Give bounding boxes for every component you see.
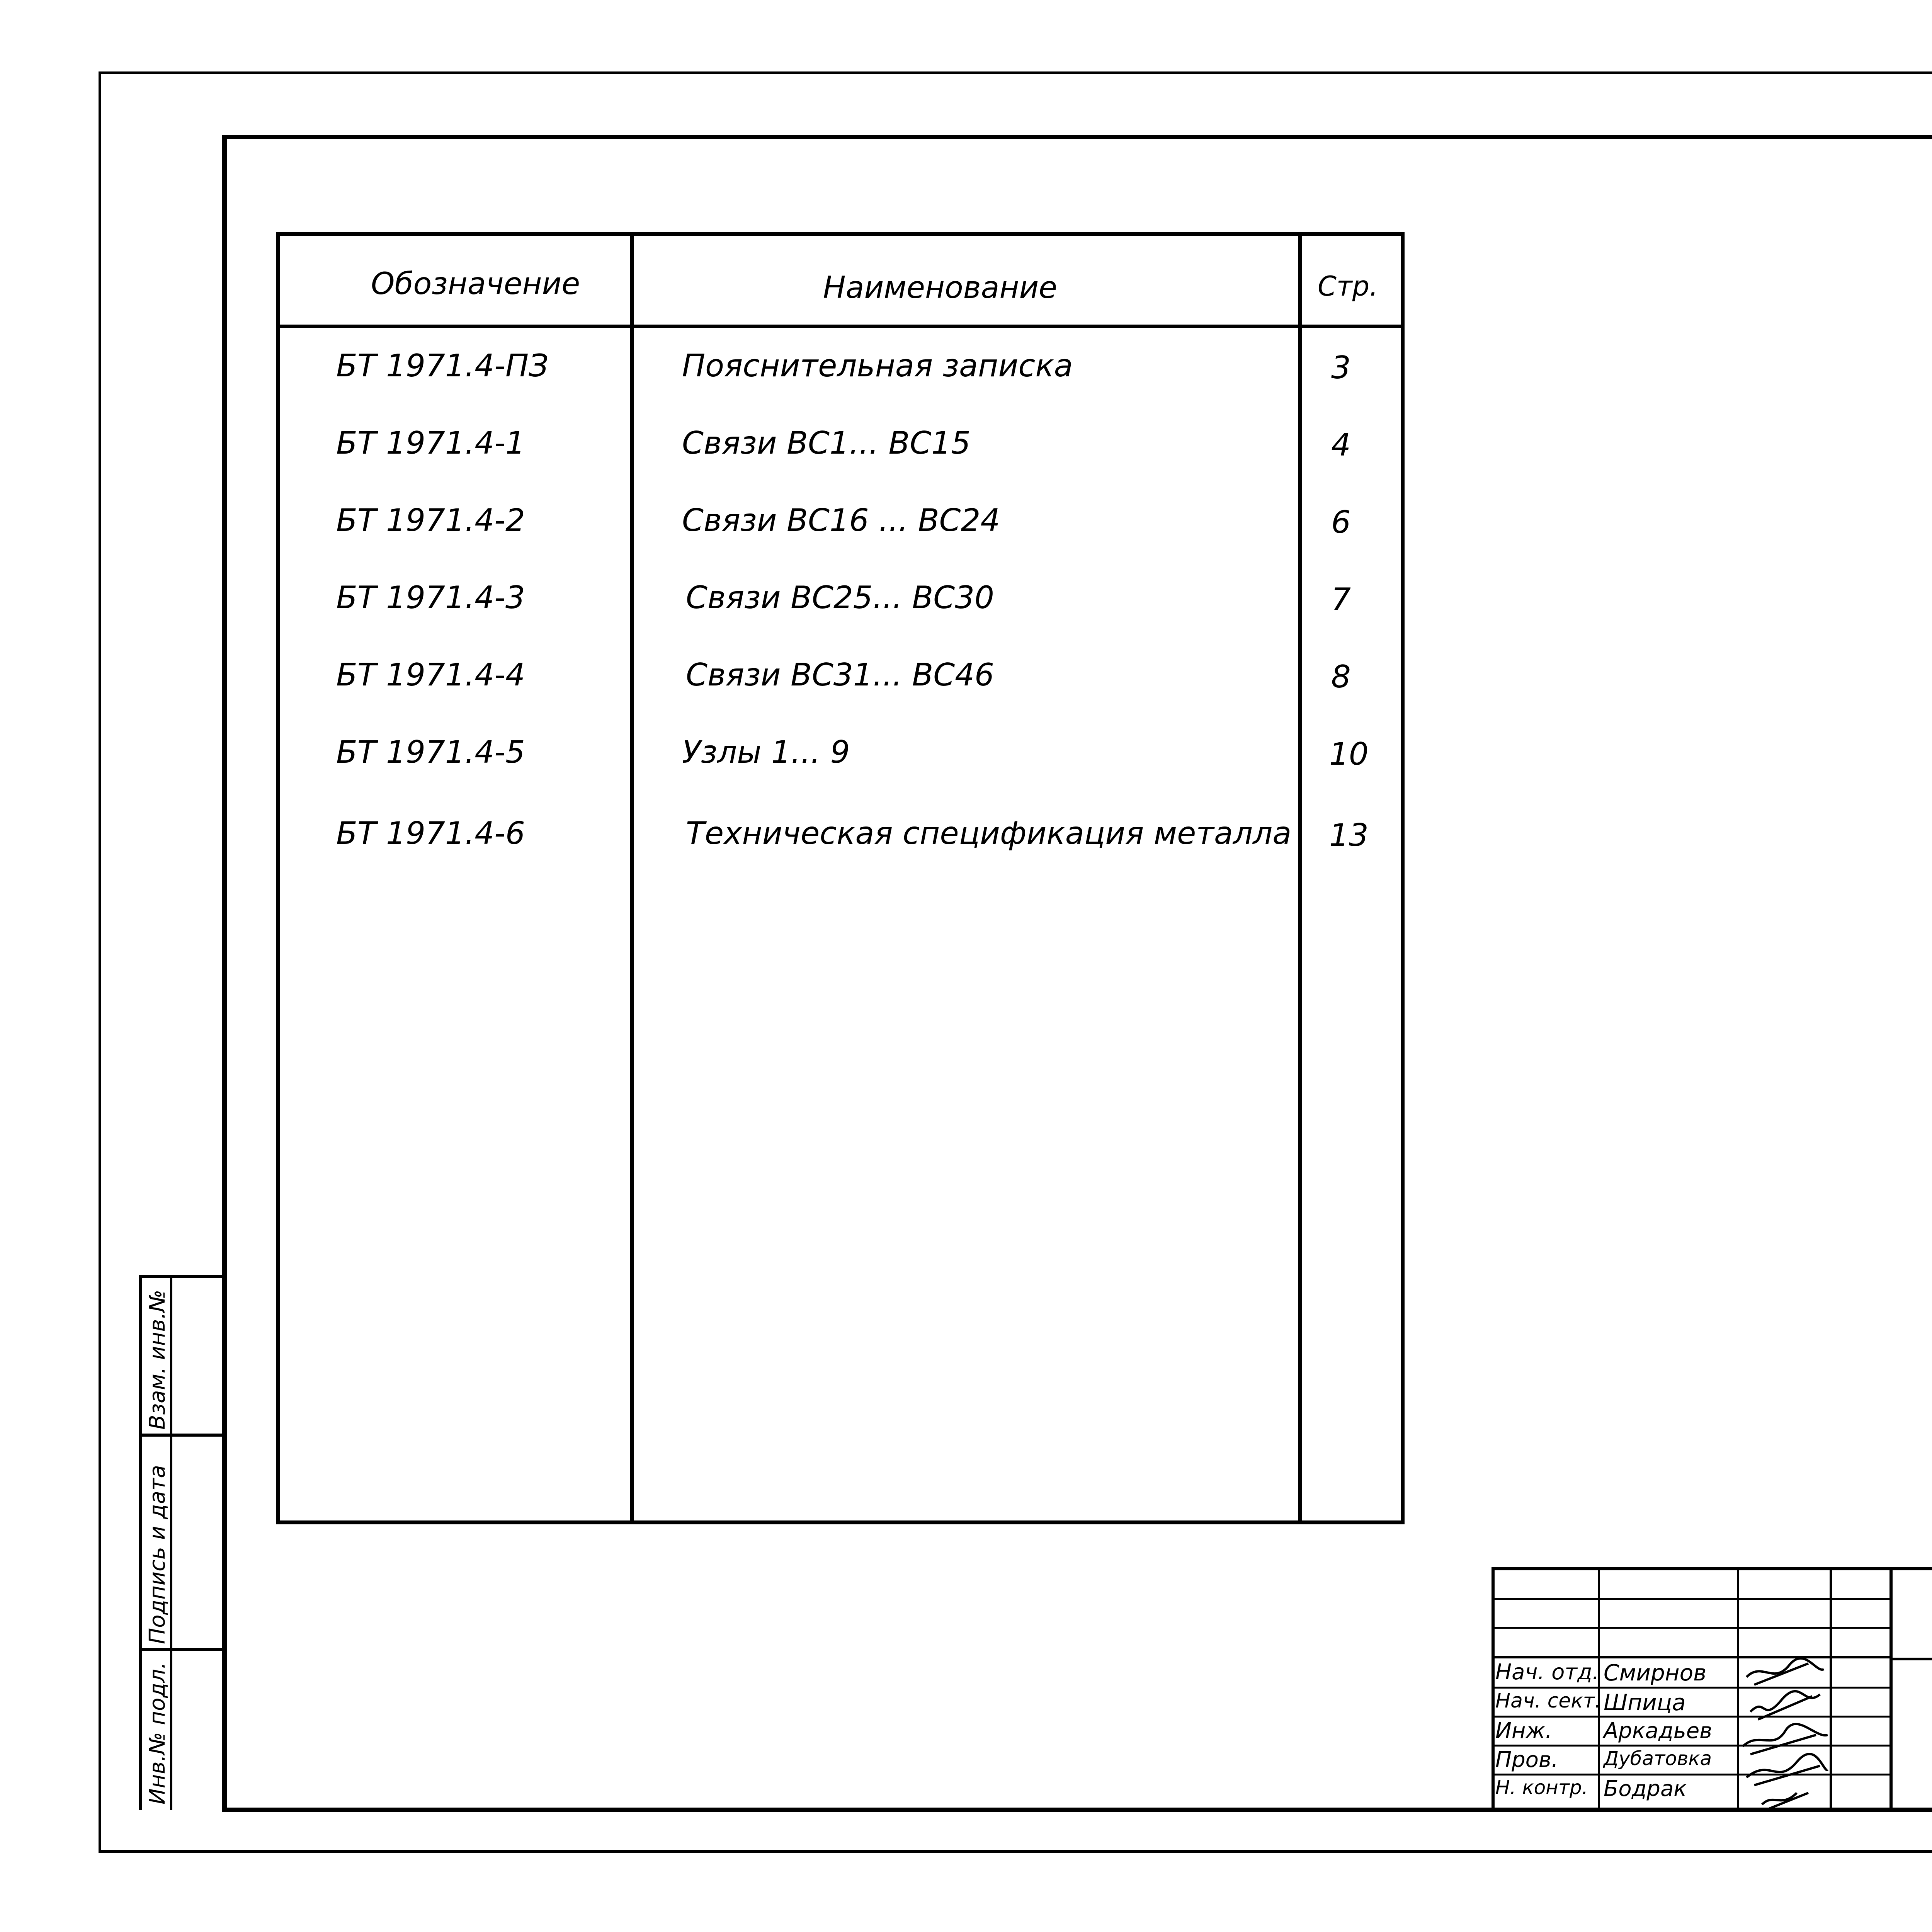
row-page: 3 (1331, 350, 1351, 386)
tb-row-line (1492, 1627, 1891, 1629)
side-stamp-top (139, 1275, 224, 1278)
table-header-divider (276, 325, 1405, 328)
header-name: Наименование (823, 270, 1058, 305)
row-name: Техническая спецификация металла (686, 815, 1292, 851)
row-page: 6 (1331, 504, 1351, 540)
row-designation: БТ 1971.4-4 (336, 657, 525, 693)
row-name: Связи ВС1... ВС15 (682, 425, 971, 461)
column-divider-2 (1298, 232, 1302, 1524)
row-name: Связи ВС25... ВС30 (686, 580, 994, 616)
row-designation: БТ 1971.4-5 (336, 734, 525, 770)
side-stamp-divider-1 (139, 1434, 224, 1437)
side-stamp-column (170, 1275, 172, 1810)
tb-row-line (1492, 1598, 1891, 1600)
role-name: Смирнов (1604, 1660, 1707, 1686)
row-name: Связи ВС16 ... ВС24 (682, 502, 1000, 538)
role-label: Инж. (1495, 1718, 1552, 1743)
role-name: Бодрак (1604, 1776, 1687, 1801)
row-page: 13 (1329, 817, 1369, 853)
row-page: 7 (1331, 582, 1351, 617)
row-name: Пояснительная записка (682, 348, 1073, 384)
side-stamp-podpis-data: Подпись и дата (145, 1465, 170, 1644)
role-label: Пров. (1495, 1747, 1558, 1772)
role-name: Шпица (1604, 1689, 1686, 1716)
tb-title-divider (1889, 1658, 1932, 1660)
row-designation: БТ 1971.4-ПЗ (336, 348, 549, 384)
header-designation: Обозначение (371, 267, 580, 301)
row-designation: БТ 1971.4-1 (336, 425, 525, 461)
role-label: Н. контр. (1495, 1776, 1588, 1799)
side-stamp-vzam-inv: Взам. инв.№ (145, 1289, 170, 1430)
side-stamp-left-edge (139, 1275, 142, 1810)
signatures (1739, 1658, 1832, 1810)
header-page: Стр. (1318, 270, 1378, 302)
row-designation: БТ 1971.4-2 (336, 502, 525, 538)
side-stamp-inv-podl: Инв.№ подл. (145, 1662, 170, 1804)
row-name: Связи ВС31... ВС46 (686, 657, 994, 693)
row-name: Узлы 1... 9 (682, 734, 850, 770)
side-stamp-divider-2 (139, 1648, 224, 1651)
column-divider-1 (630, 232, 634, 1524)
role-label: Нач. отд. (1495, 1660, 1599, 1685)
row-designation: БТ 1971.4-6 (336, 815, 525, 851)
row-designation: БТ 1971.4-3 (336, 580, 525, 616)
row-page: 4 (1331, 427, 1351, 463)
role-name: Аркадьев (1604, 1718, 1713, 1743)
title-block-top (1492, 1567, 1932, 1570)
row-page: 8 (1331, 659, 1351, 695)
row-page: 10 (1329, 736, 1369, 772)
role-label: Нач. сект. (1495, 1689, 1601, 1713)
role-name: Дубатовка (1604, 1747, 1712, 1770)
